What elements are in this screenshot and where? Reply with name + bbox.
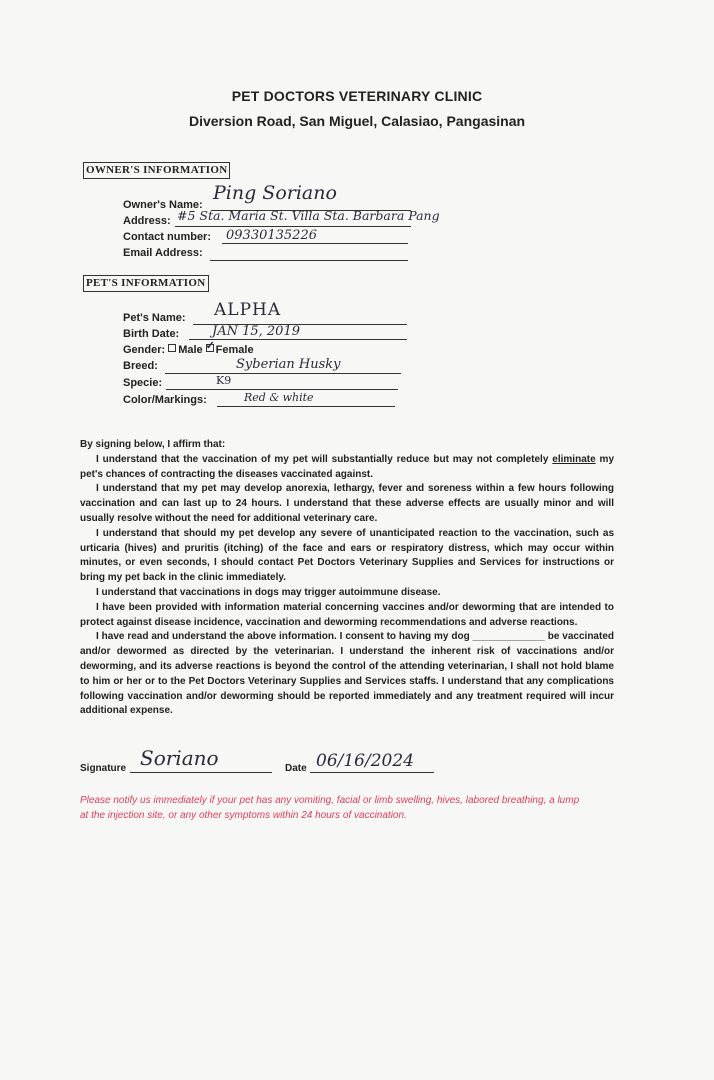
female-check-mark: ✓ xyxy=(205,339,215,352)
pet-name-label: Pet's Name: xyxy=(123,312,186,324)
affirmation-p1-text-end: my pet's chances of contracting the diseases vaccinated against. xyxy=(80,453,615,480)
owner-email-line xyxy=(210,260,408,261)
gender-female-label: Female xyxy=(215,344,254,356)
affirmation-text xyxy=(80,438,614,719)
birth-date-value: JAN 15, 2019 xyxy=(212,324,300,339)
breed-line xyxy=(165,373,401,374)
color-value: Red & white xyxy=(244,391,314,404)
owner-name-value: Ping Soriano xyxy=(213,182,337,204)
form-header xyxy=(0,88,714,129)
signature-line xyxy=(130,772,272,773)
signature-label: Signature xyxy=(80,763,127,774)
breed-value: Syberian Husky xyxy=(236,357,341,372)
gender-male-label: Male xyxy=(178,344,203,356)
date-value: 06/16/2024 xyxy=(316,751,414,771)
owner-address-label: Address: xyxy=(123,215,171,227)
owner-address-value: #5 Sta. Maria St. Villa Sta. Barbara Pang xyxy=(177,208,440,223)
clinic-address: Diversion Road, San Miguel, Calasiao, Pangasinan xyxy=(188,113,526,129)
female-checkbox[interactable] xyxy=(205,339,215,352)
specie-line xyxy=(166,389,398,390)
breed-label: Breed: xyxy=(123,360,158,372)
owner-address-line xyxy=(175,226,411,227)
specie-value: K9 xyxy=(216,374,232,387)
birth-date-label: Birth Date: xyxy=(123,328,180,340)
affirmation-p1-text: I understand that the vaccination of my pet will substantially reduce but may not completely xyxy=(96,453,553,465)
notice-text: Please notify us immediately if your pet has any vomiting, facial or limb swelling, hives, labored breathing, a lump at the injection site, or any other symptoms within 24 hours of vaccination. xyxy=(80,795,580,821)
color-label: Color/Markings: xyxy=(123,394,207,406)
pet-name-value: ALPHA xyxy=(214,300,282,320)
gender-label: Gender: xyxy=(123,344,166,356)
signature-value: Soriano xyxy=(140,746,219,770)
date-line xyxy=(310,772,434,773)
gender-field xyxy=(123,339,254,357)
affirmation-lead: By signing below, I affirm that: xyxy=(80,439,226,450)
clinic-name: PET DOCTORS VETERINARY CLINIC xyxy=(231,88,483,104)
date-label: Date xyxy=(285,763,307,774)
owner-name-label: Owner's Name: xyxy=(123,199,203,211)
owner-contact-label: Contact number: xyxy=(123,231,211,243)
owner-section-title: OWNER'S INFORMATION xyxy=(83,162,230,179)
affirmation-paragraph-1 xyxy=(80,453,614,483)
affirmation-paragraph-3: I understand that should my pet develop any severe of unanticipated reaction to the vaccination, such as urticaria (hives) and pruritis (itching) of the face and ears or respiratory distress, which may occur within minutes, or even seconds, I should contact Pet Doctors Veterinary Supplies and Services for instructions or bring my pet back in the clinic immediately. xyxy=(80,527,614,584)
pet-section-title: PET'S INFORMATION xyxy=(83,275,209,292)
affirmation-paragraph-6: I have read and understand the above information. I consent to having my dog _____________ be vaccinated and/or dewormed as directed by the veterinarian. I understand the inherent risk of vaccinations and/or deworming, and its adverse reactions is beyond the control of the attending veterinarian, I shall not hold blame to him or her or to the Pet Doctors Veterinary Supplies and Services staffs. I understand that any complications following vaccination and/or deworming should be reported immediately and any treatment required will incur additional expense. xyxy=(80,631,614,717)
owner-email-label: Email Address: xyxy=(123,247,203,259)
male-checkbox[interactable] xyxy=(168,344,176,352)
affirmation-p1-underlined: eliminate xyxy=(552,453,596,465)
affirmation-paragraph-4: I understand that vaccinations in dogs may trigger autoimmune disease. xyxy=(96,586,441,598)
affirmation-paragraph-5: I have been provided with information material concerning vaccines and/or deworming that are intended to protect against disease incidence, vaccination and deworming recommendations and adverse reactions. xyxy=(80,601,614,628)
owner-contact-line xyxy=(222,243,408,244)
affirmation-paragraph-2: I understand that my pet may develop anorexia, lethargy, fever and soreness within a few hours following vaccination and can last up to 24 hours. I understand that these adverse effects are usually minor and will usually resolve without the need for additional veterinary care. xyxy=(80,483,614,524)
specie-label: Specie: xyxy=(123,377,163,389)
birth-date-line xyxy=(189,339,407,340)
owner-contact-value: 09330135226 xyxy=(226,228,317,243)
color-line xyxy=(217,406,395,407)
